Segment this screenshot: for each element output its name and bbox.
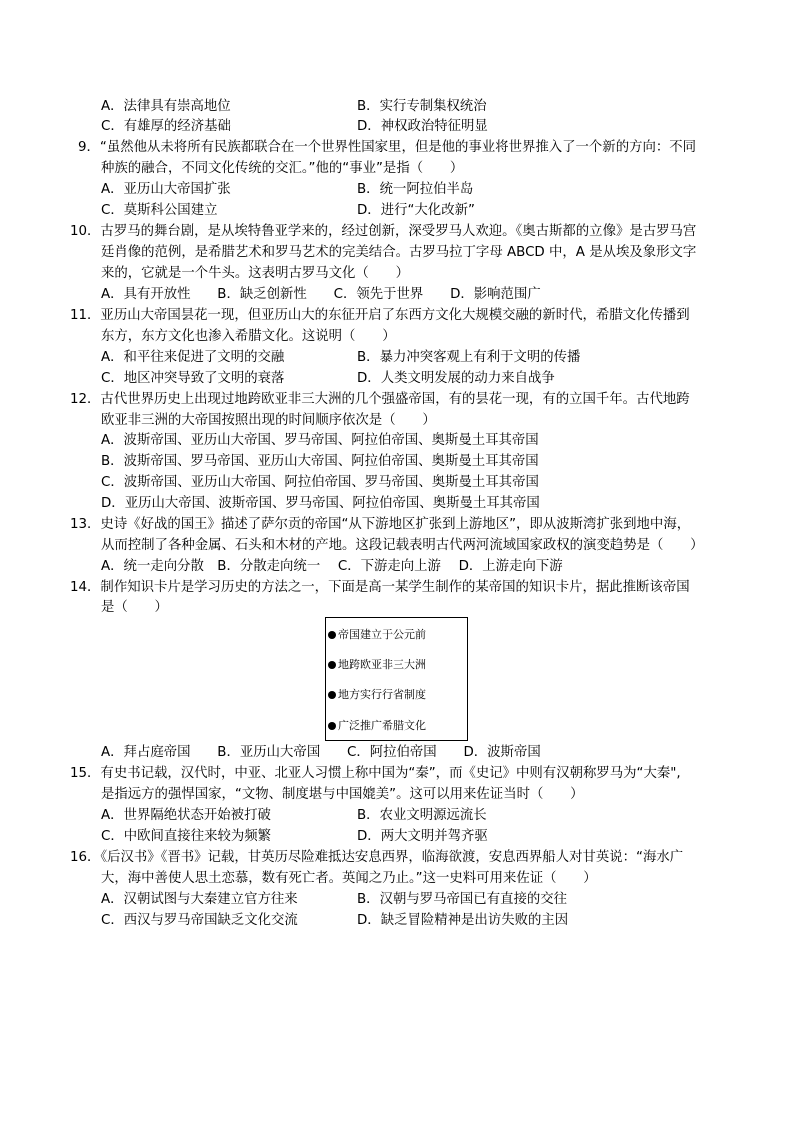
q15-option-a: A．世界隔绝状态开始被打破	[101, 808, 271, 823]
q8-option-c: C．有雄厚的经济基础	[101, 119, 231, 134]
card-item-text: 广泛推广希腊文化	[338, 719, 426, 732]
card-item	[328, 628, 426, 642]
q11-option-c: C．地区冲突导致了文明的衰落	[101, 371, 285, 386]
q11-stem-line1: 11．亚历山大帝国昙花一现，但亚历山大的东征开启了东西方文化大规模交融的新时代，希腊文化传播到	[70, 308, 690, 323]
q12-option-a: A．波斯帝国、亚历山大帝国、罗马帝国、阿拉伯帝国、奥斯曼土耳其帝国	[101, 433, 539, 448]
q15-stem-line2: 是指远方的强悍国家，“文物、制度堪与中国媲美”。这可以用来佐证当时（ ）	[101, 787, 584, 802]
q9-option-a: A．亚历山大帝国扩张	[101, 182, 231, 197]
card-item-text: 帝国建立于公元前	[338, 628, 426, 641]
card-item	[328, 658, 426, 672]
q10-stem-line1: 10．古罗马的舞台剧，是从埃特鲁亚学来的，经过创新，深受罗马人欢迎。《奥古斯都的立像》是古罗马宫	[70, 224, 697, 239]
q10-options: A．具有开放性 B．缺乏创新性 C．领先于世界 D．影响范围广	[101, 287, 541, 302]
q13-stem-line1: 13．史诗《好战的国王》描述了萨尔贡的帝国“从下游地区扩张到上游地区”，即从波斯湾扩张到地中海，	[70, 517, 691, 532]
q13-options: A．统一走向分散 B．分散走向统一 C．下游走向上游 D．上游走向下游	[101, 559, 563, 574]
q16-option-c: C．西汉与罗马帝国缺乏文化交流	[101, 913, 298, 928]
q11-stem-line2: 东方，东方文化也渗入希腊文化。这说明（ ）	[101, 329, 396, 344]
bullet-icon	[328, 691, 336, 699]
card-item	[328, 688, 426, 702]
q12-option-d: D．亚历山大帝国、波斯帝国、罗马帝国、阿拉伯帝国、奥斯曼土耳其帝国	[101, 496, 540, 511]
q16-option-b: B．汉朝与罗马帝国已有直接的交往	[357, 892, 568, 907]
q8-option-a: A．法律具有崇高地位	[101, 99, 231, 114]
q15-option-d: D．两大文明并驾齐驱	[357, 829, 488, 844]
bullet-icon	[328, 661, 336, 669]
q15-option-b: B．农业文明源远流长	[357, 808, 487, 823]
knowledge-card	[325, 617, 468, 741]
q12-stem-line2: 欧亚非三洲的大帝国按照出现的时间顺序依次是（ ）	[101, 413, 436, 428]
q9-stem-line2: 种族的融合，不同文化传统的交汇。”他的“事业”是指（ ）	[101, 161, 464, 176]
q13-stem-line2: 从而控制了各种金属、石头和木材的产地。这段记载表明古代两河流域国家政权的演变趋势是（ ）	[101, 538, 704, 553]
q12-stem-line1: 12．古代世界历史上出现过地跨欧亚非三大洲的几个强盛帝国，有的昙花一现，有的立国千年。古代地跨	[70, 392, 690, 407]
q10-stem-line3: 来的，它就是一个牛头。这表明古罗马文化（ ）	[101, 266, 409, 281]
q9-option-b: B．统一阿拉伯半岛	[357, 182, 474, 197]
q8-option-b: B．实行专制集权统治	[357, 99, 487, 114]
q11-option-d: D．人类文明发展的动力来自战争	[357, 371, 555, 386]
q16-stem-line1: 16．《后汉书》《晋书》记载，甘英历尽险难抵达安息西界，临海欲渡，安息西界船人对甘英说：“海水广	[70, 850, 684, 865]
card-item	[328, 719, 426, 733]
q11-option-a: A．和平往来促进了文明的交融	[101, 350, 285, 365]
q12-option-b: B．波斯帝国、罗马帝国、亚历山大帝国、阿拉伯帝国、奥斯曼土耳其帝国	[101, 454, 539, 469]
q16-option-a: A．汉朝试图与大秦建立官方往来	[101, 892, 298, 907]
q15-stem-line1: 15．有史书记载，汉代时，中亚、北亚人习惯上称中国为“秦”，而《史记》中则有汉朝称罗马为“大秦",	[70, 766, 681, 781]
q16-option-d: D．缺乏冒险精神是出访失败的主因	[357, 913, 569, 928]
q12-option-c: C．波斯帝国、亚历山大帝国、阿拉伯帝国、罗马帝国、奥斯曼土耳其帝国	[101, 475, 539, 490]
q9-stem-line1: 9．“虽然他从未将所有民族都联合在一个世界性国家里，但是他的事业将世界推入了一个新的方向：不同	[78, 140, 697, 155]
card-item-text: 地方实行行省制度	[338, 688, 426, 701]
q9-option-c: C．莫斯科公国建立	[101, 203, 218, 218]
q10-stem-line2: 廷肖像的范例，是希腊艺术和罗马艺术的完美结合。古罗马拉丁字母 ABCD 中，A 是从埃及象形文字	[101, 245, 697, 260]
q14-options: A．拜占庭帝国 B．亚历山大帝国 C．阿拉伯帝国 D．波斯帝国	[101, 745, 541, 760]
q8-option-d: D．神权政治特征明显	[357, 119, 488, 134]
bullet-icon	[328, 722, 336, 730]
q14-stem-line1: 14．制作知识卡片是学习历史的方法之一，下面是高一某学生制作的某帝国的知识卡片，据此推断该帝国	[70, 580, 690, 595]
q11-option-b: B．暴力冲突客观上有利于文明的传播	[357, 350, 581, 365]
q14-stem-line2: 是（ ）	[101, 600, 168, 615]
q16-stem-line2: 大，海中善使人思土恋慕，数有死亡者。英闻之乃止。”这一史料可用来佐证（ ）	[101, 871, 597, 886]
card-item-text: 地跨欧亚非三大洲	[338, 658, 426, 671]
bullet-icon	[328, 631, 336, 639]
q15-option-c: C．中欧间直接往来较为频繁	[101, 829, 272, 844]
q9-option-d: D．进行“大化改新”	[357, 203, 475, 218]
